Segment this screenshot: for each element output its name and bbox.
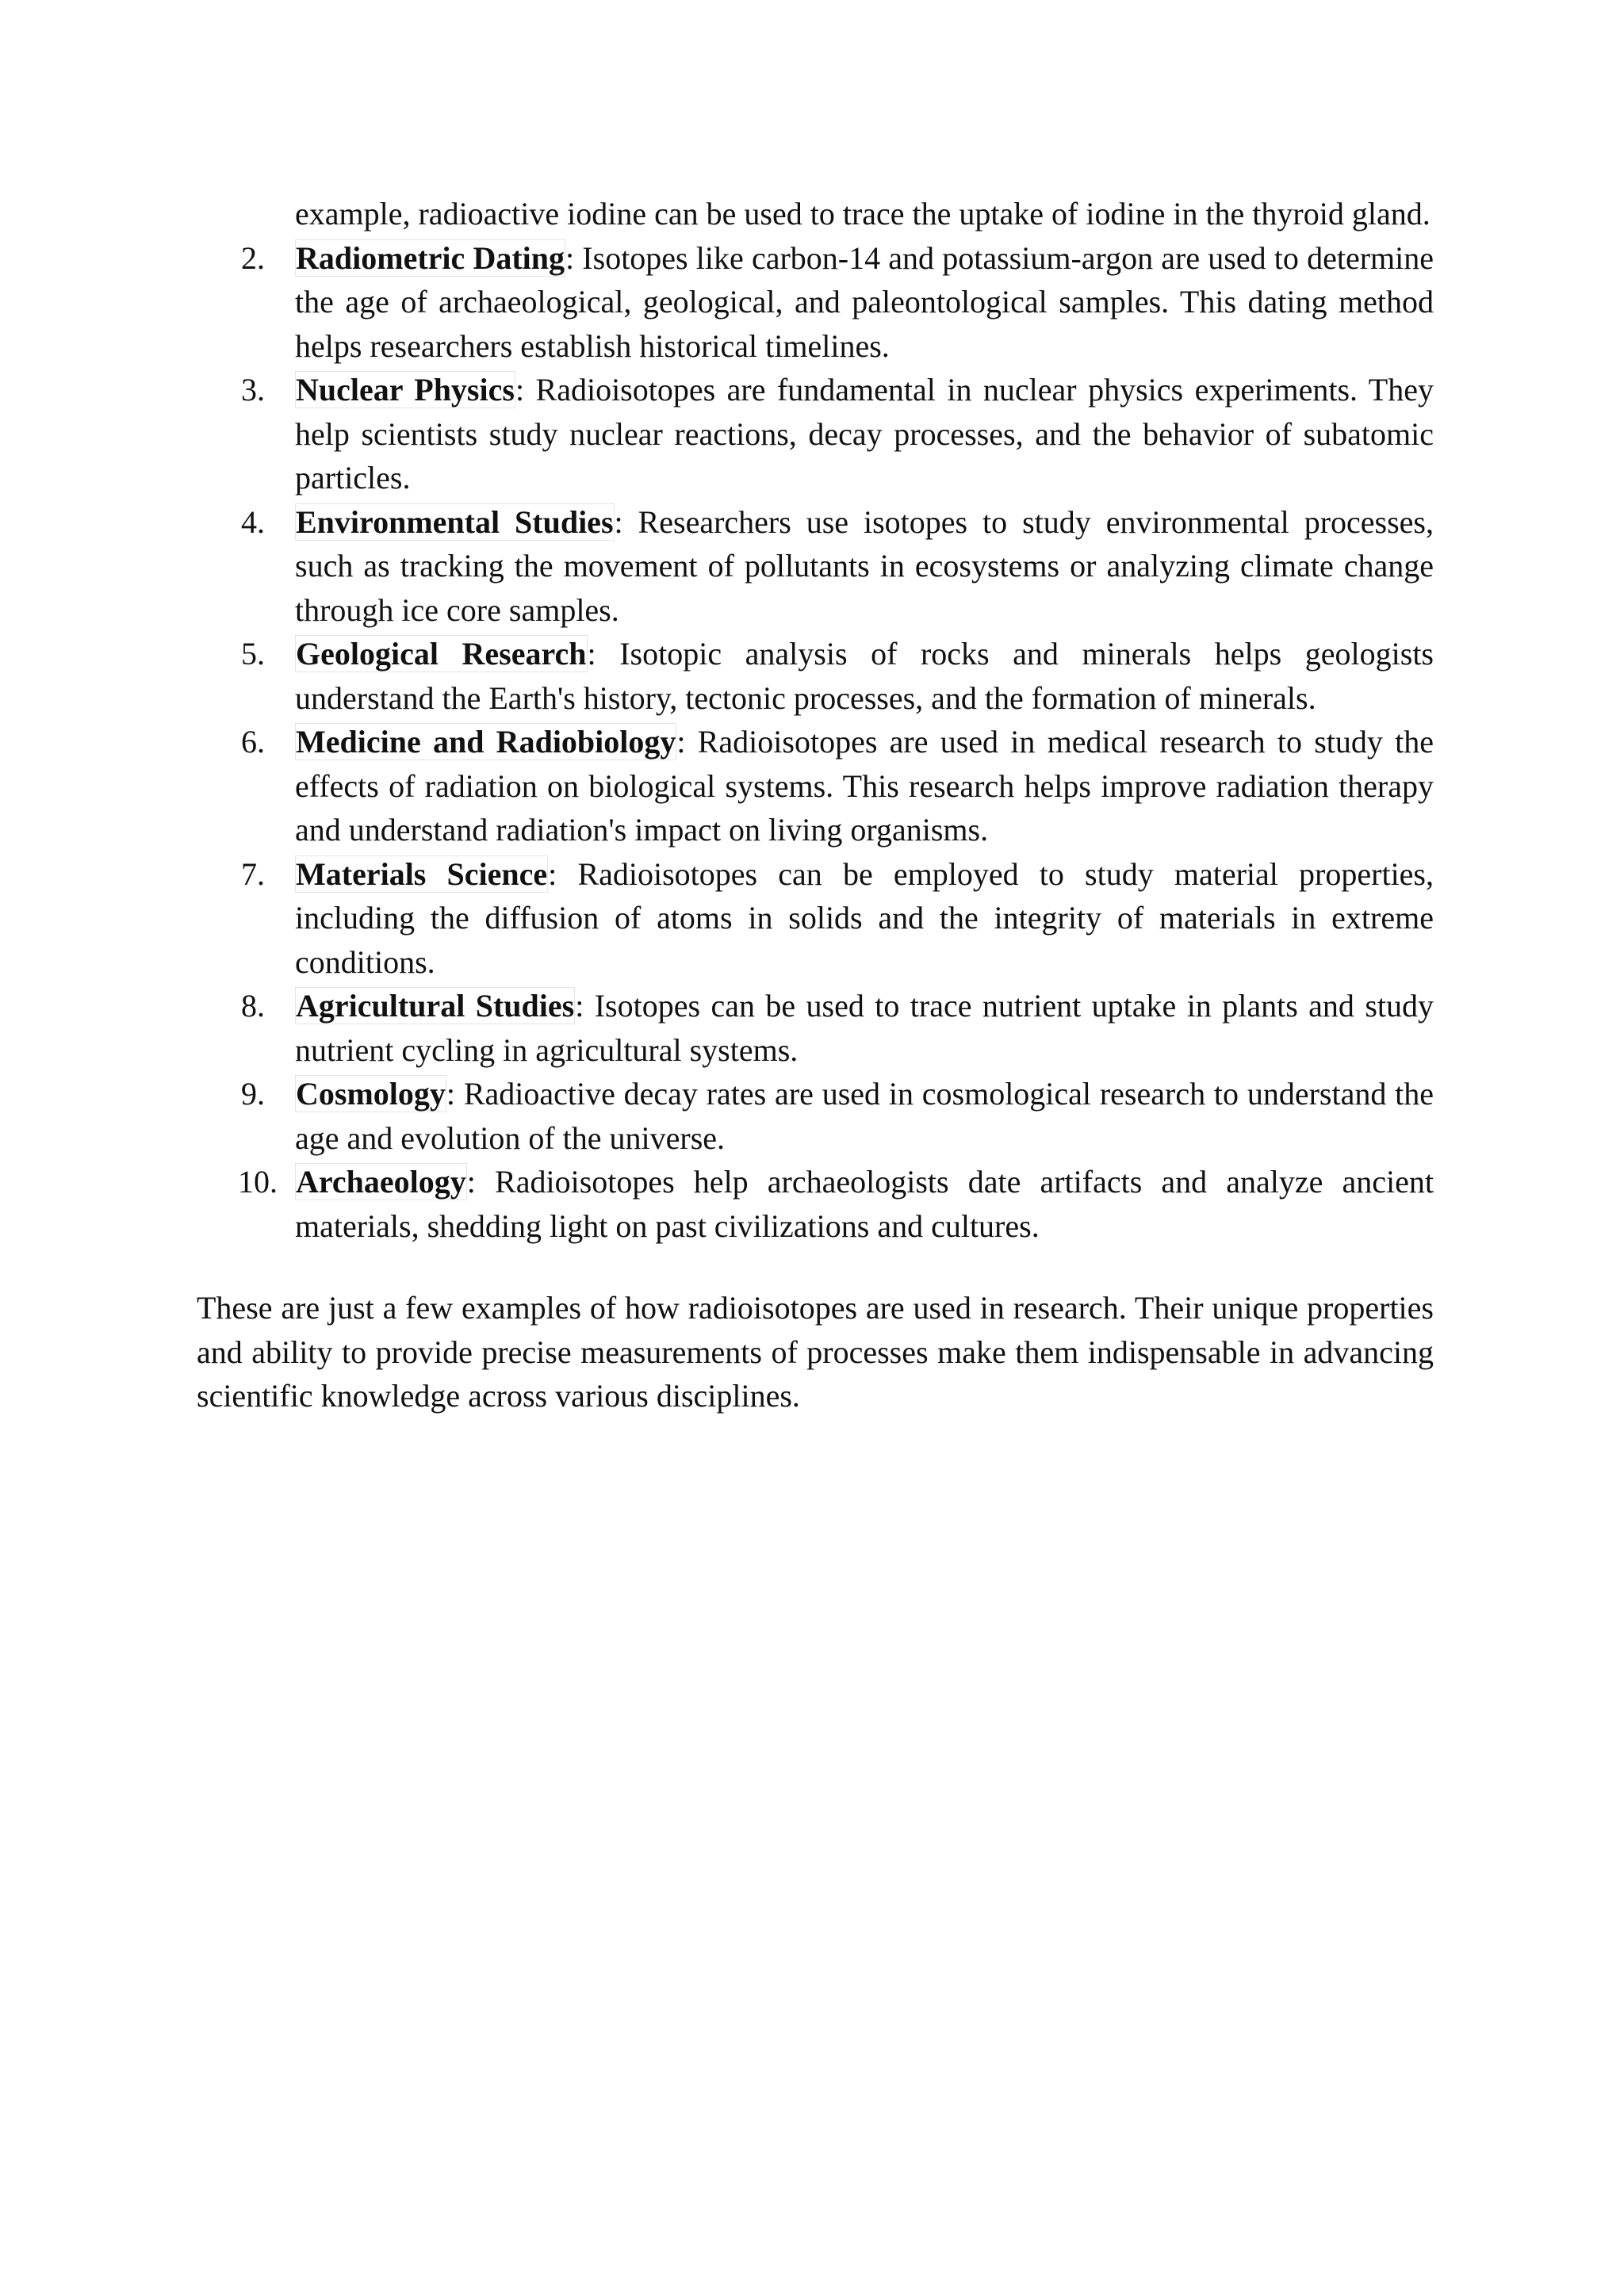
list-item (197, 632, 1434, 720)
list-description: : Radioisotopes help archaeologists date artifacts and analyze ancient materials, shedding light on past civilizations and cultures. (295, 1164, 1434, 1244)
list-item (197, 1072, 1434, 1160)
list-number: 4. (241, 503, 265, 540)
list-item (197, 1160, 1434, 1248)
list-term: Geological Research (296, 636, 587, 672)
closing-paragraph: These are just a few examples of how radioisotopes are used in research. Their unique properties and ability to provide precise measurements of processes make them indispensable in advancing scientific knowledge across various disciplines. (197, 1290, 1434, 1414)
list-number: 9. (241, 1076, 265, 1112)
continuation-text: example, radioactive iodine can be used to trace the uptake of iodine in the thyroid gland. (295, 196, 1431, 232)
list-item (197, 852, 1434, 985)
list-description: : Radioactive decay rates are used in cosmological research to understand the age and evolution of the universe. (295, 1076, 1434, 1156)
list-item (197, 984, 1434, 1072)
list-term: Radiometric Dating (296, 239, 565, 276)
list-item (197, 236, 1434, 369)
list-description: : Isotopes can be used to trace nutrient uptake in plants and study nutrient cycling in agricultural systems. (295, 988, 1434, 1068)
list-description: : Radioisotopes are used in medical research to study the effects of radiation on biological systems. This research helps improve radiation therapy and understand radiation's impact on living organisms. (295, 724, 1434, 848)
list-description: : Researchers use isotopes to study environmental processes, such as tracking the movement of pollutants in ecosystems or analyzing climate change through ice core samples. (295, 503, 1434, 628)
list-description: : Radioisotopes are fundamental in nuclear physics experiments. They help scientists study nuclear reactions, decay processes, and the behavior of subatomic particles. (295, 372, 1434, 496)
list-item-continuation (197, 192, 1434, 236)
list-description: : Isotopes like carbon-14 and potassium-argon are used to determine the age of archaeological, geological, and paleontological samples. This dating method helps researchers establish historical timelines. (295, 239, 1434, 364)
list-number: 7. (241, 855, 265, 892)
list-number: 2. (241, 239, 265, 276)
list-number: 6. (241, 724, 265, 760)
list-term: Archaeology (296, 1164, 466, 1200)
list-item (197, 720, 1434, 852)
list-term: Materials Science (296, 855, 548, 892)
list-term: Agricultural Studies (296, 988, 575, 1024)
list-number: 3. (241, 372, 265, 408)
list-term: Environmental Studies (296, 503, 614, 540)
list-term: Nuclear Physics (296, 372, 515, 408)
list-item (197, 368, 1434, 500)
list-term: Cosmology (296, 1076, 446, 1112)
list-term: Medicine and Radiobiology (296, 724, 676, 760)
list-description: : Isotopic analysis of rocks and minerals helps geologists understand the Earth's history, tectonic processes, and the formation of minerals. (295, 636, 1434, 716)
document-body (197, 192, 1434, 1450)
list-item (197, 500, 1434, 633)
list-number: 8. (241, 988, 265, 1024)
list-number: 5. (241, 636, 265, 672)
list-description: : Radioisotopes can be employed to study material properties, including the diffusion of atoms in solids and the integrity of materials in extreme conditions. (295, 855, 1434, 980)
list-number: 10. (238, 1164, 278, 1200)
